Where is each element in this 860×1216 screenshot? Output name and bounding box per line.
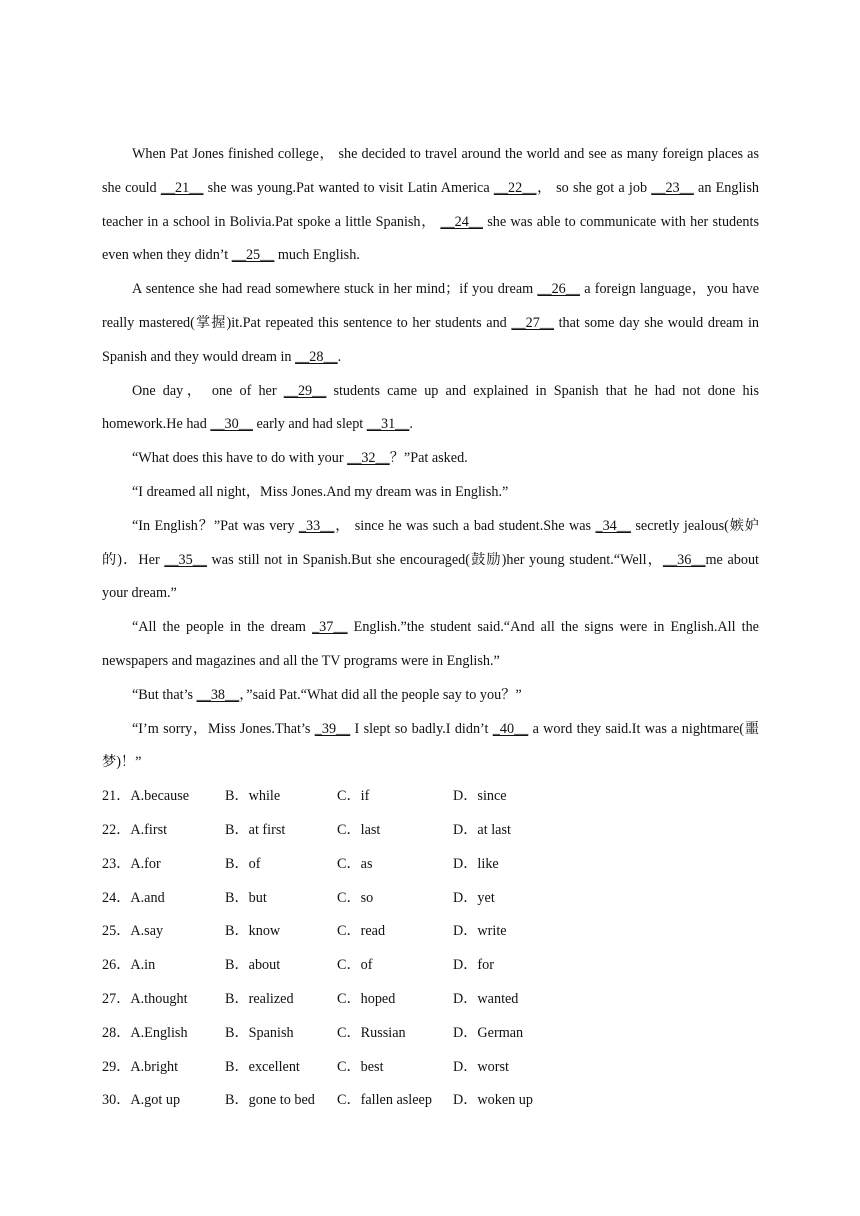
blank-number: _33__: [298, 517, 335, 534]
passage-text: I slept so badly.I didn’t: [350, 720, 493, 737]
option-c: C．fallen asleep: [337, 1092, 432, 1109]
passage-paragraph: [102, 611, 759, 679]
passage-text: that some day she would dream in Spanish and they would dream in: [102, 314, 759, 365]
passage-paragraph: [102, 476, 759, 510]
option-a-text: A.for: [130, 855, 161, 872]
passage-text: she was able to communicate with her students even when they didn’t: [102, 213, 759, 264]
passage-text: “In English？”Pat was very: [132, 517, 299, 534]
question-row: [102, 780, 759, 814]
question-number: 28．: [102, 1024, 131, 1041]
passage-text: .: [409, 416, 413, 433]
option-c: C．best: [337, 1058, 384, 1075]
option-a: [102, 1051, 225, 1085]
option-a-text: A.in: [130, 957, 156, 974]
option-a-text: A.got up: [130, 1092, 181, 1109]
option-c: C．as: [337, 855, 373, 872]
question-number: 26．: [102, 957, 131, 974]
option-c: C．so: [337, 889, 374, 906]
question-number: 24．: [102, 889, 131, 906]
option-a: [102, 814, 225, 848]
option-d: D．at last: [453, 821, 511, 838]
question-number: 22．: [102, 821, 131, 838]
option-a-text: A.because: [130, 788, 190, 805]
option-c: C．read: [337, 923, 386, 940]
blank-number: __32__: [347, 450, 390, 467]
option-a: [102, 882, 225, 916]
option-c: C．of: [337, 957, 373, 974]
passage-text: much English.: [274, 247, 360, 264]
question-row: [102, 1051, 759, 1085]
question-number: 23．: [102, 855, 131, 872]
question-number: 25．: [102, 923, 131, 940]
option-c: C．hoped: [337, 990, 396, 1007]
question-number: 21．: [102, 788, 131, 805]
blank-number: __38__: [196, 686, 240, 703]
blank-number: __29__: [283, 382, 327, 399]
passage-text: English.”the student said.“And all the signs were in English.All the newspapers and magazines and all the TV programs were in English.”: [102, 619, 759, 669]
question-options: [102, 780, 759, 1118]
passage: [102, 138, 759, 780]
blank-number: __30__: [210, 416, 253, 433]
passage-text: ， since he was such a bad student.She was: [334, 517, 596, 534]
option-a: [102, 949, 225, 983]
option-d: D．for: [453, 957, 494, 974]
passage-text: ？”Pat asked.: [389, 450, 468, 467]
option-d: D．since: [453, 788, 507, 805]
option-d: D．like: [453, 855, 499, 872]
blank-number: __26__: [537, 281, 580, 298]
passage-text: “What does this have to do with your: [132, 450, 348, 467]
passage-text: secretly jealous(嫉妒的)．Her: [102, 517, 759, 568]
option-d: D．write: [453, 923, 507, 940]
option-a-text: A.say: [130, 923, 164, 940]
passage-paragraph: [102, 375, 759, 443]
passage-text: an English teacher in a school in Bolivia.Pat spoke a little Spanish，: [102, 179, 759, 230]
question-number: 29．: [102, 1058, 131, 1075]
option-a-text: A.first: [130, 821, 168, 838]
blank-number: _39__: [314, 720, 351, 737]
passage-paragraph: [102, 679, 759, 713]
passage-text: When Pat Jones finished college， she decided to travel around the world and see as many foreign places as she could: [102, 146, 759, 196]
option-b: B．at first: [225, 821, 286, 838]
option-b: B．Spanish: [225, 1024, 294, 1041]
blank-number: __36__: [662, 551, 706, 568]
option-c: C．if: [337, 788, 370, 805]
question-row: [102, 814, 759, 848]
blank-number: __28__: [295, 348, 338, 365]
question-row: [102, 1084, 759, 1118]
passage-text: One day， one of her: [132, 382, 284, 399]
blank-number: _37__: [312, 619, 348, 636]
option-a: [102, 780, 225, 814]
passage-text: ， so she got a job: [536, 179, 652, 196]
blank-number: __21__: [160, 179, 204, 196]
blank-number: __31__: [366, 416, 410, 433]
option-a-text: A.bright: [130, 1058, 179, 1075]
option-b: B．about: [225, 957, 281, 974]
blank-number: _40__: [492, 720, 529, 737]
option-b: B．while: [225, 788, 281, 805]
question-number: 30．: [102, 1092, 131, 1109]
question-row: [102, 848, 759, 882]
passage-text: ，”said Pat.“What did all the people say to you？”: [239, 686, 522, 703]
option-a: [102, 1084, 225, 1118]
option-a-text: A.English: [130, 1024, 188, 1041]
option-c: C．last: [337, 821, 381, 838]
option-b: B．know: [225, 923, 281, 940]
passage-paragraph: [102, 442, 759, 476]
option-d: D．worst: [453, 1058, 509, 1075]
question-row: [102, 1017, 759, 1051]
passage-text: early and had slept: [252, 416, 367, 433]
question-row: [102, 983, 759, 1017]
passage-paragraph: [102, 273, 759, 374]
passage-text: students came up and explained in Spanish that he had not done his homework.He had: [102, 382, 759, 433]
option-d: D．wanted: [453, 990, 519, 1007]
passage-paragraph: [102, 713, 759, 781]
passage-text: A sentence she had read somewhere stuck in her mind；if you dream: [132, 281, 538, 298]
option-a-text: A.thought: [130, 990, 188, 1007]
option-d: D．German: [453, 1024, 524, 1041]
blank-number: __24__: [440, 213, 483, 230]
passage-paragraph: [102, 510, 759, 611]
question-row: [102, 915, 759, 949]
option-a: [102, 1017, 225, 1051]
question-number: 27．: [102, 990, 131, 1007]
passage-paragraph: [102, 138, 759, 273]
passage-text: “I’m sorry，Miss Jones.That’s: [132, 720, 315, 737]
option-a: [102, 915, 225, 949]
passage-text: “But that’s: [132, 686, 197, 703]
question-row: [102, 882, 759, 916]
option-a: [102, 983, 225, 1017]
blank-number: __23__: [651, 179, 694, 196]
option-c: C．Russian: [337, 1024, 406, 1041]
blank-number: __35__: [164, 551, 207, 568]
blank-number: __25__: [231, 247, 275, 264]
passage-text: a word they said.It was a nightmare(噩梦)！”: [102, 720, 759, 771]
blank-number: __27__: [511, 314, 554, 331]
option-d: D．woken up: [453, 1092, 533, 1109]
blank-number: _34__: [595, 517, 631, 534]
passage-text: was still not in Spanish.But she encouraged(鼓励)her young student.“Well，: [206, 551, 663, 568]
passage-text: .: [337, 348, 342, 365]
passage-text: a foreign language，you have really mastered(掌握)it.Pat repeated this sentence to her students and: [102, 281, 759, 331]
option-b: B．excellent: [225, 1058, 300, 1075]
option-a: [102, 848, 225, 882]
passage-text: me about your dream.”: [102, 551, 760, 602]
option-a-text: A.and: [130, 889, 165, 906]
question-row: [102, 949, 759, 983]
blank-number: __22__: [493, 179, 537, 196]
option-b: B．gone to bed: [225, 1092, 315, 1109]
passage-text: “All the people in the dream: [132, 619, 313, 636]
option-b: B．realized: [225, 990, 294, 1007]
option-d: D．yet: [453, 889, 495, 906]
passage-text: “I dreamed all night，Miss Jones.And my dream was in English.”: [132, 483, 509, 500]
option-b: B．of: [225, 855, 261, 872]
document-page: [102, 138, 759, 1118]
option-b: B．but: [225, 889, 267, 906]
passage-text: she was young.Pat wanted to visit Latin America: [203, 179, 494, 196]
